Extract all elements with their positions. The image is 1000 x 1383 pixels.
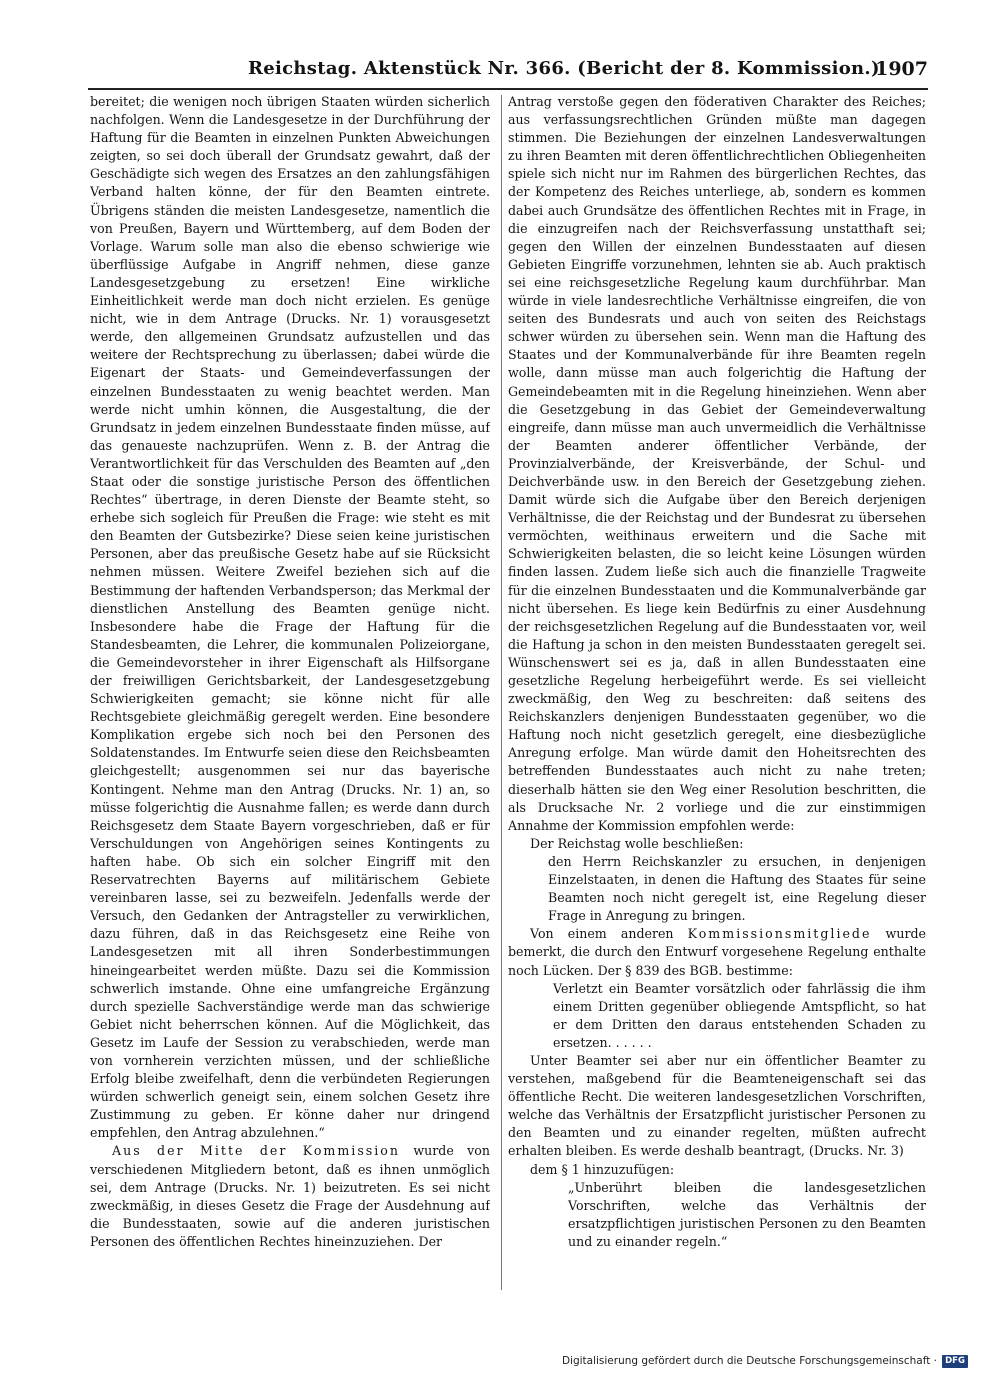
right-paragraph-2-start: Von einem anderen <box>530 926 688 942</box>
column-divider <box>501 95 502 1290</box>
left-paragraph-1: bereitet; die wenigen noch übrigen Staaten würden sicherlich nachfolgen. Wenn die Landesgesetze in der Durchführung der Haftung für die Beamten in einzelnen Punkten Abweichungen zeigten, so sei doch überall der Grundsatz gewahrt, daß der Geschädigte sich wegen des Ersatzes an den zahlungsfähigen Verband halten könne, der für den Beamten eintrete. Übrigens ständen die meisten Landesgesetze, namentlich die von Preußen, Bayern und Württemberg, auf dem Boden der Vorlage. Warum solle man also die ebenso schwierige wie überflüssige Aufgabe in Angriff nehmen, diese ganze Landesgesetzgebung zu ersetzen! Eine wirkliche Einheitlichkeit werde man doch nicht erzielen. Es genüge nicht, wie in dem Antrage (Drucks. Nr. 1) vorausgesetzt werde, den allgemeinen Grundsatz aufzustellen und das weitere der Rechtsprechung zu überlassen; dabei würde die Eigenart der Staats- und Gemeindeverfassungen der einzelnen Bundesstaaten zu wenig beachtet werden. Man werde nicht umhin können, die Ausgestaltung, die der Grundsatz in jedem einzelnen Bundesstaate finden müsse, auf das genaueste nachzuprüfen. Wenn z. B. der Antrag die Verantwortlichkeit für das Verschulden des Beamten auf „den Staat oder die sonstige juristische Person des öffentlichen Rechtes“ übertrage, in deren Dienste der Beamte steht, so erhebe sich sogleich für Preußen die Frage: wie steht es mit den Beamten der Gutsbezirke? Diese seien keine juristischen Personen, aber das preußische Gesetz habe auf sie Rücksicht nehmen müssen. Weitere Zweifel beziehen sich auf die Bestimmung der haftenden Verbandsperson; das Merkmal der dienstlichen Anstellung des Beamten genüge nicht. Insbesondere habe die Frage der Haftung für die Standesbeamten, die Lehrer, die kommunalen Polizeiorgane, die Gemeindevorsteher in ihrer Eigenschaft als Hilfsorgane der freiwilligen Gerichtsbarkeit, der Landesgesetzgebung Schwierigkeiten gemacht; sie könne nicht für alle Rechtsgebiete gleichmäßig geregelt werden. Eine besondere Komplikation ergebe sich noch bei den Personen des Soldatenstandes. Im Entwurfe seien diese den Reichsbeamten gleichgestellt; ausgenommen sei nur das bayerische Kontingent. Nehme man den Antrag (Drucks. Nr. 1) an, so müsse folgerichtig die Ausnahme fallen; es werde dann durch Reichsgesetz dem Staate Bayern vorgeschrieben, daß er für Verschuldungen von Angehörigen seines Kontingents zu haften habe. Ob sich ein solcher Eingriff mit den Reservatrechten Bayerns auf militärischem Gebiete vereinbaren lasse, sei zu bezweifeln. Jedenfalls werde der Versuch, den Gedanken der Antragsteller zu verwirklichen, dazu führen, daß in das Reichsgesetz eine Reihe von Landesgesetzen mit all ihren Sonderbestimmungen hineingearbeitet werden müßte. Dazu sei die Kommission schwerlich imstande. Ohne eine umfangreiche Ergänzung durch spezielle Sachverständige werde man das schwierige Gebiet nicht beherrschen können. Auf die Möglichkeit, das Gesetz im Laufe der Session zu verabschieden, werde man von vornherein verzichten müssen, und der schließliche Erfolg bleibe zweifelhaft, denn die verbündeten Regierungen würden schwerlich geneigt sein, einem solchen Gesetz ihre Zustimmung zu geben. Er könne daher nur dringend empfehlen, den Antrag abzulehnen.“ <box>90 94 490 1141</box>
digitization-footer <box>562 1352 968 1370</box>
resolution-text: den Herrn Reichskanzler zu ersuchen, in denjenigen Einzelstaaten, in denen die Haftung des Staates für seine Beamten noch nicht geregelt ist, eine Regelung dieser Frage in Anregung zu bringen. <box>548 853 926 924</box>
footer-text: Digitalisierung gefördert durch die Deutsche Forschungsgemeinschaft · <box>561 1355 937 1367</box>
running-title: Reichstag. Aktenstück Nr. 366. (Bericht der 8. Kommission.) <box>248 58 880 79</box>
left-paragraph-2-spaced: Aus der Mitte der Kommission <box>112 1143 400 1159</box>
right-column <box>508 93 926 1293</box>
quote-paragraph-839: Verletzt ein Beamter vorsätzlich oder fahrlässig die ihm einem Dritten gegenüber obliegende Amtspflicht, so hat er dem Dritten den daraus entstehenden Schaden zu ersetzen. . . . . . <box>553 980 926 1050</box>
right-paragraph-2-spaced: Kommissionsmitgliede <box>687 926 872 942</box>
left-paragraph-2 <box>90 1142 490 1251</box>
header-rule <box>88 88 928 90</box>
right-paragraph-2 <box>508 925 926 979</box>
left-column <box>90 93 490 1293</box>
page-header <box>88 58 928 84</box>
right-paragraph-4: dem § 1 hinzuzufügen: <box>530 1161 675 1177</box>
dfg-logo-icon: DFG <box>942 1355 968 1368</box>
right-paragraph-3: Unter Beamter sei aber nur ein öffentlicher Beamter zu verstehen, maßgebend für die Beamteneigenschaft sei das öffentliche Recht. Die weiteren landesgesetzlichen Vorschriften, welche das Verhältnis der Ersatzpflicht juristischer Personen zu den Beamten und zu einander regelten, müßten aufrecht erhalten bleiben. Es werde deshalb beantragt, (Drucks. Nr. 3) <box>508 1052 926 1159</box>
left-paragraph-2-rest: wurde von verschiedenen Mitgliedern betont, daß es ihnen unmöglich sei, dem Antrage (Drucks. Nr. 1) beizutreten. Es sei nicht zweckmäßig, in dieses Gesetz die Frage der Ausdehnung auf die Bundesstaaten, sowie auf die anderen juristischen Personen des öffentlichen Rechtes hineinzuziehen. Der <box>90 1143 490 1249</box>
page-number: 1907 <box>875 58 928 80</box>
resolution-intro: Der Reichstag wolle beschließen: <box>530 835 744 851</box>
quote-addition: „Unberührt bleiben die landesgesetzlichen Vorschriften, welche das Verhältnis der ersatzpflichtigen juristischen Personen zu den Beamten und zu einander regeln.“ <box>568 1179 926 1249</box>
right-paragraph-2-rest: wurde bemerkt, die durch den Entwurf vorgesehene Regelung enthalte noch Lücken. Der § 839 des BGB. bestimme: <box>508 926 926 978</box>
right-paragraph-1: Antrag verstoße gegen den föderativen Charakter des Reiches; aus verfassungsrechtlichen Gründen müßte man dagegen stimmen. Die Beziehungen der einzelnen Landesverwaltungen zu ihren Beamten mit deren öffentlichrechtlichen Obliegenheiten spiele sich nicht nur im Rahmen des bürgerlichen Rechtes, das der Kompetenz des Reiches unterliege, ab, sondern es kommen dabei auch Grundsätze des öffentlichen Rechtes mit in Frage, in die einzugreifen nach der Reichsverfassung unstatthaft sei; gegen den Willen der einzelnen Bundesstaaten auf diesen Gebieten Eingriffe vorzunehmen, lehnten sie ab. Auch praktisch sei eine reichsgesetzliche Regelung kaum durchführbar. Man würde in viele landesrechtliche Verhältnisse eingreifen, die von seiten des Bundesrats und auch von seiten des Reichstags schwer würden zu übersehen sein. Wenn man die Haftung des Staates und der Kommunalverbände für ihre Beamten regeln wolle, dann müsse man auch folgerichtig die Haftung der Gemeindebeamten mit in die Regelung hineinziehen. Wenn aber die Gesetzgebung in das Gebiet der Gemeindeverwaltung eingreife, dann müsse man auch unvermeidlich die Verhältnisse der Beamten anderer öffentlicher Verbände, der Provinzialverbände, der Kreisverbände, der Schul- und Deichverbände usw. in den Bereich der Gesetzgebung ziehen. Damit würde sich die Aufgabe über den Bereich derjenigen Verhältnisse, die der Reichstag und der Bundesrat zu übersehen vermöchten, weithinaus erweitern und die Sache mit Schwierigkeiten belasten, die so leicht keine Lösungen würden finden lassen. Zudem ließe sich auch die finanzielle Tragweite für die einzelnen Bundesstaaten und die Kommunalverbände gar nicht übersehen. Es liege kein Bedürfnis zu einer Ausdehnung der reichsgesetzlichen Regelung auf die Bundesstaaten vor, weil die Haftung ja schon in den meisten Bundesstaaten geregelt sei. Wünschenswert sei es ja, daß in allen Bundesstaaten eine gesetzliche Regelung herbeigeführt werde. Es sei vielleicht zweckmäßig, den Weg zu beschreiten: daß seitens des Reichskanzlers denjenigen Bundesstaaten gegenüber, wo die Haftung noch nicht gesetzlich geregelt, eine diesbezügliche Anregung erfolge. Man würde damit den Hoheitsrechten des betreffenden Bundesstaates auch nicht zu nahe treten; dieserhalb hätten sie den Weg einer Resolution beschritten, die als Drucksache Nr. 2 vorliege und die zur einstimmigen Annahme der Kommission empfohlen werde: <box>508 94 926 833</box>
